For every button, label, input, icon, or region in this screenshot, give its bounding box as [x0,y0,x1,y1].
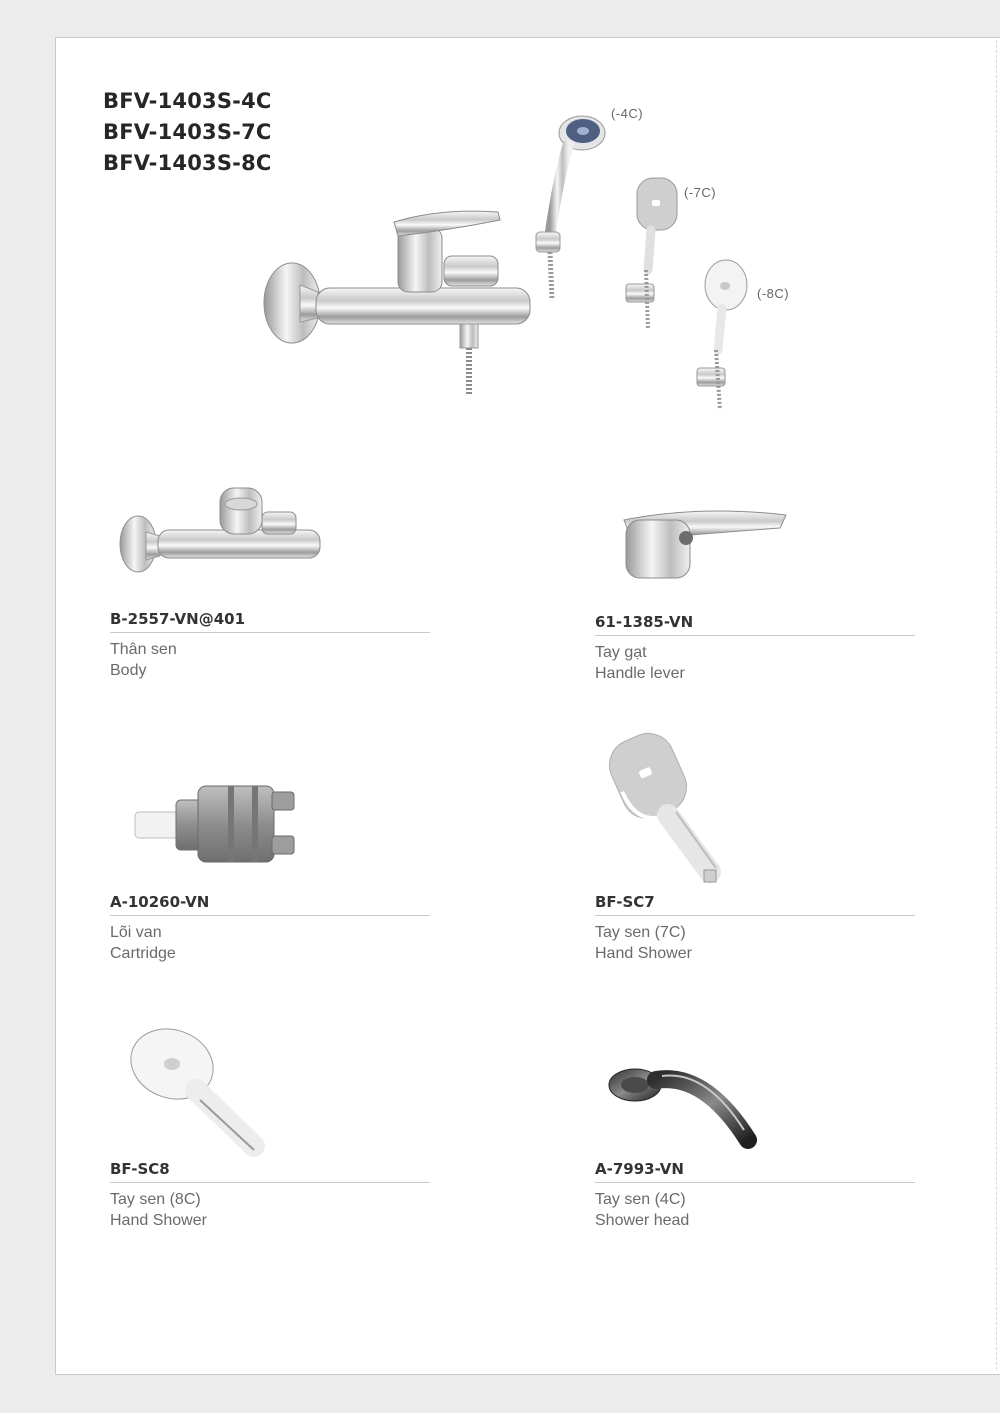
hero-hand-shower-8c-image [697,260,747,410]
part-name-en: Cartridge [110,945,176,962]
variant-label-8c: (-8C) [757,286,790,301]
hero-hand-shower-4c-image [536,116,605,300]
hero-bath-mixer-image [264,211,530,395]
part-info-handle-lever [595,613,915,684]
part-name-vi: Tay sen (4C) [595,1191,686,1208]
variant-label-4c: (-4C) [611,106,644,121]
part-name-en: Handle lever [595,665,685,682]
part-info-body [110,610,430,681]
part-code: BF-SC8 [110,1160,430,1183]
hero-hand-shower-7c-image [626,178,677,330]
part-name-en: Shower head [595,1212,690,1229]
part-code: B-2557-VN@401 [110,610,430,633]
model-title: BFV-1403S-4C [103,89,272,113]
part-info-shower-head-4c [595,1160,915,1231]
part-info-hand-shower-8c [110,1160,430,1231]
variant-label-7c: (-7C) [684,185,717,200]
part-name-vi: Tay sen (8C) [110,1191,201,1208]
part-body-image [120,488,320,572]
part-code: A-7993-VN [595,1160,915,1183]
part-info-hand-shower-7c [595,893,915,964]
part-info-cartridge [110,893,430,964]
part-handle-lever-image [624,511,786,578]
part-name-vi: Thân sen [110,641,177,658]
part-name-en: Hand Shower [595,945,692,962]
part-name-en: Body [110,662,147,679]
part-name-vi: Lõi van [110,924,162,941]
part-code: 61-1385-VN [595,613,915,636]
part-name-vi: Tay sen (7C) [595,924,686,941]
part-hand-shower-8c-image [121,1018,254,1150]
model-title: BFV-1403S-7C [103,120,272,144]
part-hand-shower-7c-image [601,725,716,882]
part-cartridge-image [135,786,294,862]
part-shower-head-4c-image [609,1069,748,1140]
part-name-vi: Tay gạt [595,644,647,661]
part-code: A-10260-VN [110,893,430,916]
part-code: BF-SC7 [595,893,915,916]
model-title-group [103,86,272,179]
part-name-en: Hand Shower [110,1212,207,1229]
model-title: BFV-1403S-8C [103,151,272,175]
